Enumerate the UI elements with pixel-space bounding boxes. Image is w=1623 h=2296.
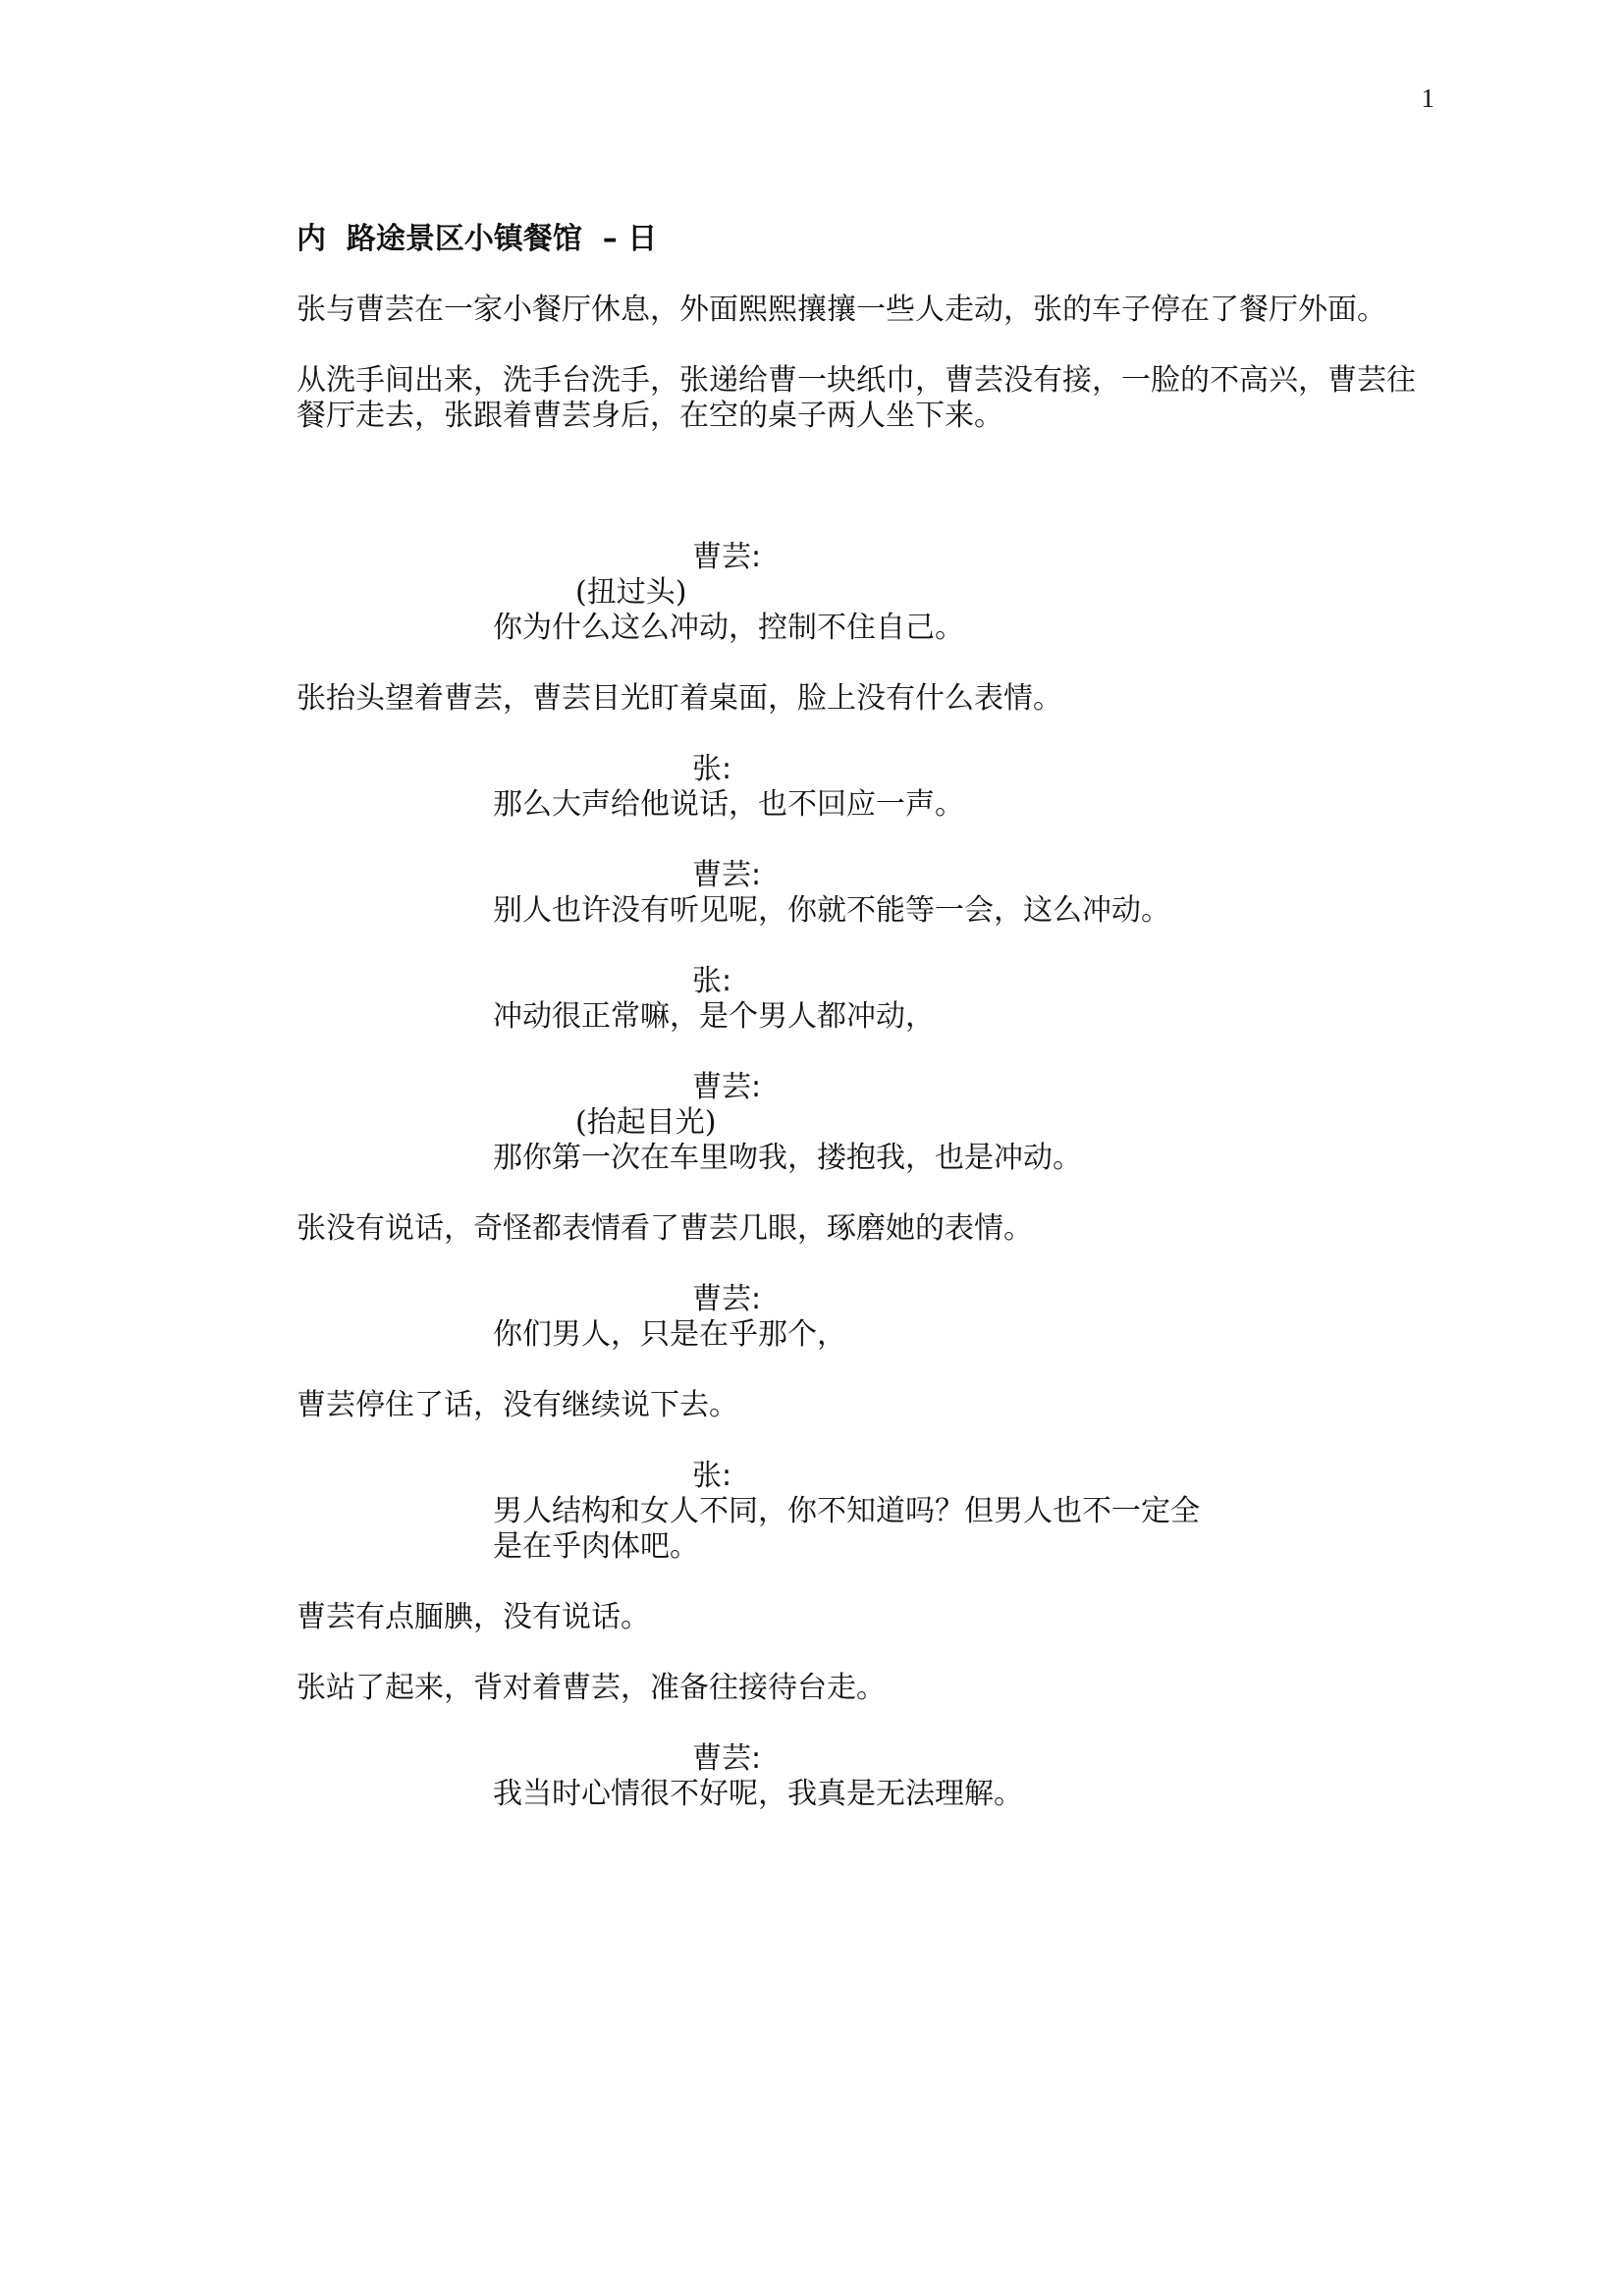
script-body <box>297 222 1416 1847</box>
action-line: 张与曹芸在一家小餐厅休息，外面熙熙攘攘一些人走动，张的车子停在了餐厅外面。 <box>297 293 1386 327</box>
character-name: 曹芸: <box>692 540 762 574</box>
character-name: 曹芸: <box>692 1282 762 1316</box>
dialogue-line: 那你第一次在车里吻我，搂抱我，也是冲动。 <box>493 1141 1082 1175</box>
dialogue-line: 冲动很正常嘛，是个男人都冲动， <box>493 999 935 1034</box>
dialogue-block <box>297 1070 1416 1176</box>
dialogue-line: 男人结构和女人不同，你不知道吗？但男人也不一定全是在乎肉体吧。 <box>493 1494 1200 1564</box>
dialogue-block <box>297 858 1416 929</box>
dialogue-line: 别人也许没有听见呢，你就不能等一会，这么冲动。 <box>493 893 1170 928</box>
action-line: 张抬头望着曹芸，曹芸目光盯着桌面，脸上没有什么表情。 <box>297 681 1062 716</box>
dialogue-block <box>297 752 1416 823</box>
parenthetical: (抬起目光) <box>575 1105 717 1140</box>
dialogue-line: 你们男人，只是在乎那个， <box>493 1317 846 1352</box>
action-line: 从洗手间出来，洗手台洗手，张递给曹一块纸巾，曹芸没有接，一脸的不高兴，曹芸往餐厅走去，张跟着曹芸身后，在空的桌子两人坐下来。 <box>297 363 1416 433</box>
character-name: 曹芸: <box>692 1741 762 1776</box>
character-name: 张: <box>692 752 732 786</box>
character-name: 曹芸: <box>692 858 762 892</box>
scene-heading: 内 路途景区小镇餐馆 – 日 <box>297 222 658 256</box>
action-line: 张没有说话，奇怪都表情看了曹芸几眼，琢磨她的表情。 <box>297 1211 1033 1246</box>
dialogue-block <box>297 1459 1416 1565</box>
dialogue-line: 你为什么这么冲动，控制不住自己。 <box>493 611 964 645</box>
action-line: 曹芸停住了话，没有继续说下去。 <box>297 1388 738 1422</box>
dialogue-block <box>297 540 1416 646</box>
character-name: 曹芸: <box>692 1070 762 1104</box>
dialogue-block <box>297 964 1416 1035</box>
character-name: 张: <box>692 1459 732 1493</box>
dialogue-block <box>297 1741 1416 1812</box>
action-line: 张站了起来，背对着曹芸，准备往接待台走。 <box>297 1671 886 1705</box>
parenthetical: (扭过头) <box>575 575 687 610</box>
character-name: 张: <box>692 964 732 998</box>
dialogue-line: 那么大声给他说话，也不回应一声。 <box>493 787 964 822</box>
action-line: 曹芸有点腼腆，没有说话。 <box>297 1600 650 1634</box>
page-number: 1 <box>1421 83 1434 113</box>
dialogue-block <box>297 1282 1416 1353</box>
dialogue-line: 我当时心情很不好呢，我真是无法理解。 <box>493 1777 1023 1811</box>
